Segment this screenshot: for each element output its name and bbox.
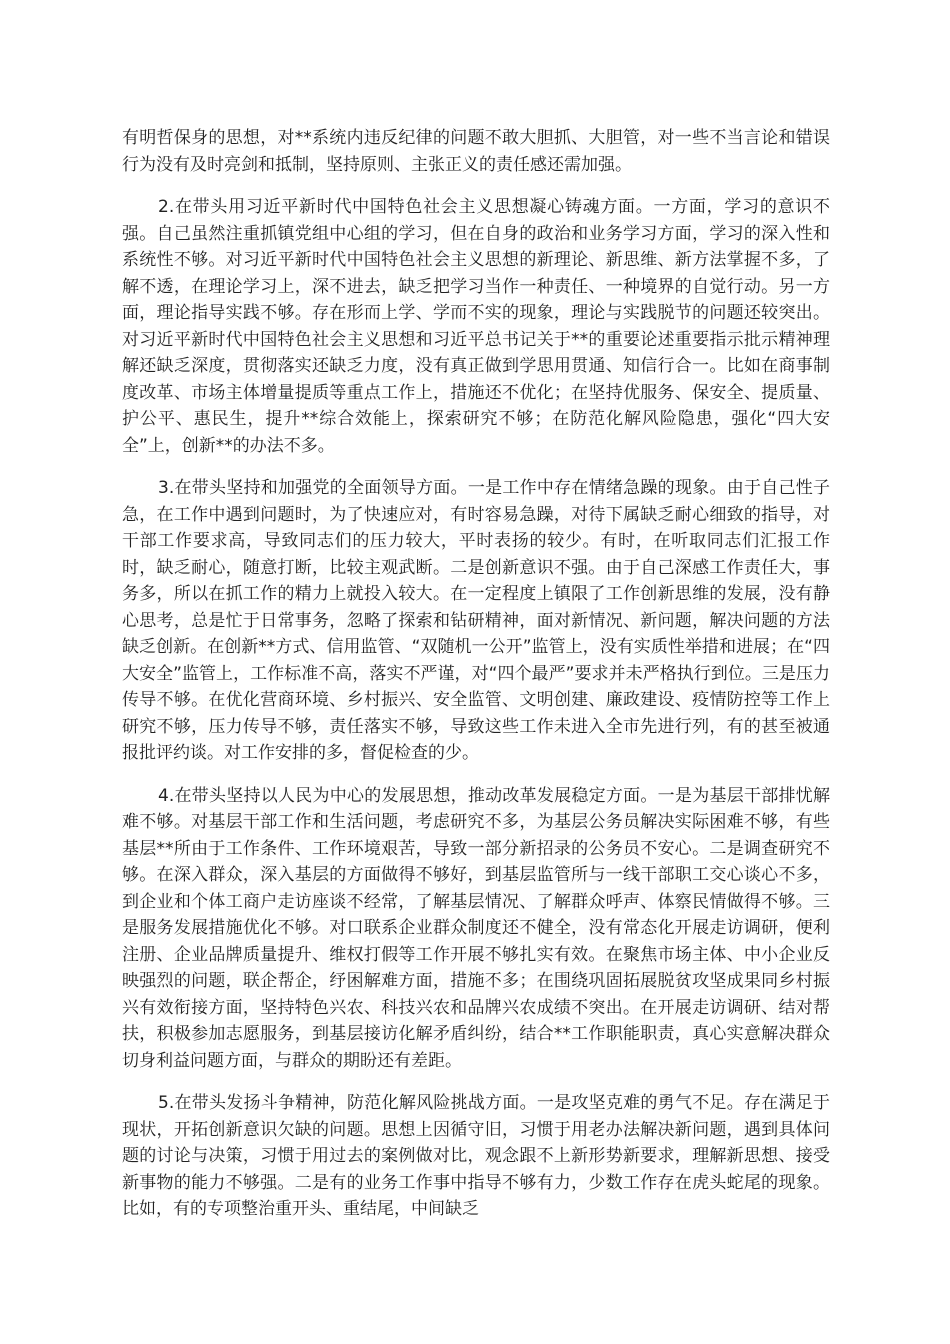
paragraph-item-5: 5.在带头发扬斗争精神，防范化解风险挑战方面。一是攻坚克难的勇气不足。存在满足于现状，开拓创新意识欠缺的问题。思想上因循守旧，习惯于用老办法解决新问题，遇到具体问题的讨论与决策，习惯于用过去的案例做对比，观念跟不上新形势新要求，理解新思想、接受新事物的能力不够强。二是有的业务工作事中指导不够有力，少数工作存在虎头蛇尾的现象。比如，有的专项整治重开头、重结尾，中间缺乏 [122,1093,830,1219]
paragraph-item-3: 3.在带头坚持和加强党的全面领导方面。一是工作中存在情绪急躁的现象。由于自己性子急，在工作中遇到问题时，为了快速应对，有时容易急躁，对待下属缺乏耐心细致的指导，对干部工作要求高，导致同志们的压力较大，平时表扬的较少。有时，在听取同志们汇报工作时，缺乏耐心，随意打断，比较主观武断。二是创新意识不强。由于自己深感工作责任大，事务多，所以在抓工作的精力上就投入较大。在一定程度上镇限了工作创新思维的发展，没有静心思考，总是忙于日常事务，忽略了探索和钻研精神，面对新情况、新问题，解决问题的方法缺乏创新。在创新**方式、信用监管、“双随机一公开”监管上，没有实质性举措和进展；在“四大安全”监管上，工作标准不高，落实不严谨，对“四个最严”要求并未严格执行到位。三是压力传导不够。在优化营商环境、乡村振兴、安全监管、文明创建、廉政建设、疫情防控等工作上研究不够，压力传导不够，责任落实不够，导致这些工作未进入全市先进行列，有的甚至被通报批评约谈。对工作安排的多，督促检查的少。 [122,478,830,763]
paragraph-item-2: 2.在带头用习近平新时代中国特色社会主义思想凝心铸魂方面。一方面，学习的意识不强。自己虽然注重抓镇党组中心组的学习，但在自身的政治和业务学习方面，学习的深入性和系统性不够。对习近平新时代中国特色社会主义思想的新理论、新思维、新方法掌握不多，了解不透，在理论学习上，深不进去，缺乏把学习当作一种责任、一种境界的自觉行动。另一方面，理论指导实践不够。存在形而上学、学而不实的现象，理论与实践脱节的问题还较突出。对习近平新时代中国特色社会主义思想和习近平总书记关于**的重要论述重要指示批示精神理解还缺乏深度，贯彻落实还缺乏力度，没有真正做到学思用贯通、知信行合一。比如在商事制度改革、市场主体增量提质等重点工作上，措施还不优化；在坚持优服务、保安全、提质量、护公平、惠民生，提升**综合效能上，探索研究不够；在防范化解风险隐患，强化“四大安全”上，创新**的办法不多。 [122,197,830,456]
paragraph-continuation: 有明哲保身的思想，对**系统内违反纪律的问题不敢大胆抓、大胆管，对一些不当言论和错误行为没有及时亮剑和抵制，坚持原则、主张正义的责任感还需加强。 [122,128,830,175]
document-body [122,125,830,1239]
paragraph-item-4: 4.在带头坚持以人民为中心的发展思想，推动改革发展稳定方面。一是为基层干部排忧解难不够。对基层干部工作和生活问题，考虑研究不多，为基层公务员解决实际困难不够，有些基层**所由于工作条件、工作环境艰苦，导致一部分新招录的公务员不安心。二是调查研究不够。在深入群众，深入基层的方面做得不够好，到基层监管所与一线干部职工交心谈心不多，到企业和个体工商户走访座谈不经常，了解基层情况、了解群众呼声、体察民情做得不够。三是服务发展措施优化不够。对口联系企业群众制度还不健全，没有常态化开展走访调研，便利注册、企业品牌质量提升、维权打假等工作开展不够扎实有效。在聚焦市场主体、中小企业反映强烈的问题，联企帮企，纾困解难方面，措施不多；在围绕巩固拓展脱贫攻坚成果同乡村振兴有效衔接方面，坚持特色兴农、科技兴农和品牌兴农成绩不突出。在开展走访调研、结对帮扶，积极参加志愿服务，到基层接访化解矛盾纠纷，结合**工作职能职责，真心实意解决群众切身利益问题方面，与群众的期盼还有差距。 [122,785,830,1071]
